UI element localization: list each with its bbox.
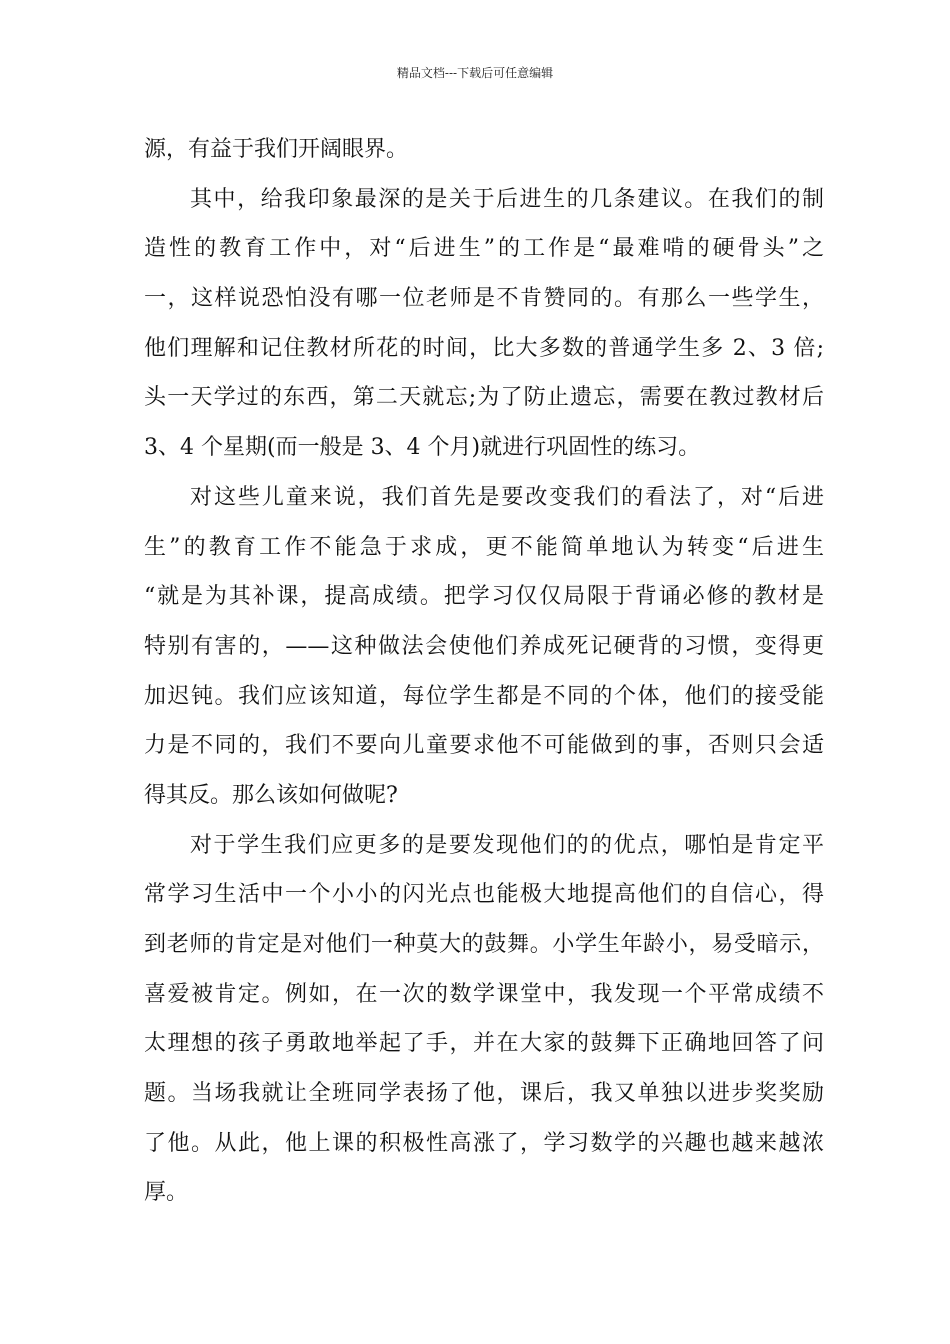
document-body	[144, 125, 824, 1218]
text-line: 常学习生活中一个小小的闪光点也能极大地提高他们的自信心，得	[144, 882, 824, 908]
text-line: 力是不同的，我们不要向儿童要求他不可能做到的事，否则只会适	[144, 733, 824, 759]
text-line: 造性的教育工作中，对“后进生”的工作是“最难啃的硬骨头”之	[144, 236, 824, 262]
text-line: 3、4 个星期(而一般是 3、4 个月)就进行巩固性的练习。	[144, 435, 701, 461]
text-line: 加迟钝。我们应该知道，每位学生都是不同的个体，他们的接受能	[144, 683, 824, 709]
text-line: “就是为其补课，提高成绩。把学习仅仅局限于背诵必修的教材是	[144, 584, 824, 610]
text-line: 得其反。那么该如何做呢?	[144, 782, 398, 808]
text-line: 到老师的肯定是对他们一种莫大的鼓舞。小学生年龄小，易受暗示，	[144, 932, 824, 957]
text-line: 头一天学过的东西，第二天就忘;为了防止遗忘，需要在教过教材后	[144, 385, 824, 411]
text-line: 喜爱被肯定。例如，在一次的数学课堂中，我发现一个平常成绩不	[144, 981, 824, 1007]
text-line: 一，这样说恐怕没有哪一位老师是不肯赞同的。有那么一些学生，	[144, 286, 824, 312]
text-line: 题。当场我就让全班同学表扬了他，课后，我又单独以进步奖奖励	[144, 1081, 824, 1107]
text-line: 太理想的孩子勇敢地举起了手，并在大家的鼓舞下正确地回答了问	[144, 1031, 824, 1057]
page-header: 精品文档---下载后可任意编辑	[396, 66, 554, 80]
text-line: 厚。	[144, 1180, 189, 1206]
text-line: 生”的教育工作不能急于求成，更不能简单地认为转变“后进生	[144, 534, 824, 560]
text-line: 对这些儿童来说，我们首先是要改变我们的看法了，对“后进	[190, 484, 824, 510]
text-line: 了他。从此，他上课的积极性高涨了，学习数学的兴趣也越来越浓	[144, 1130, 824, 1156]
text-line: 特别有害的，——这种做法会使他们养成死记硬背的习惯，变得更	[144, 633, 824, 659]
text-line: 对于学生我们应更多的是要发现他们的的优点，哪怕是肯定平	[190, 832, 824, 858]
text-line: 他们理解和记住教材所花的时间，比大多数的普通学生多 2、3 倍;	[144, 335, 824, 361]
text-line: 源，有益于我们开阔眼界。	[144, 137, 409, 162]
text-line: 其中，给我印象最深的是关于后进生的几条建议。在我们的制	[190, 186, 824, 212]
